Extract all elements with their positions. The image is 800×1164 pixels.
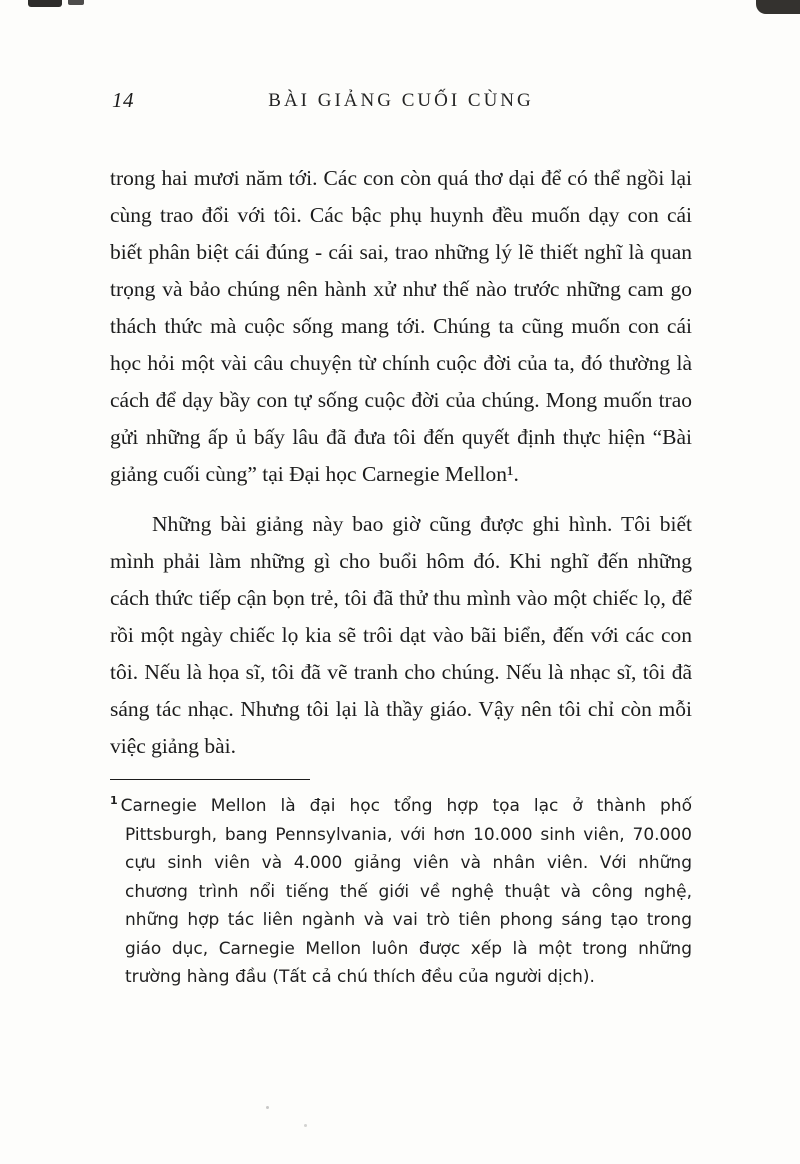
body-paragraph: trong hai mươi năm tới. Các con còn quá thơ dại để có thể ngồi lại cùng trao đổi với tôi. Các bậc phụ huynh đều muốn dạy con cái biết phân biệt cái đúng - cái sai, trao những lý lẽ thiết nghĩ là quan trọng và bảo chúng nên hành xử như thế nào trước những cam go thách thức mà cuộc sống mang tới. Chúng ta cũng muốn con cái học hỏi một vài câu chuyện từ chính cuộc đời của ta, đó thường là cách để dạy bầy con tự sống cuộc đời của chúng. Mong muốn trao gửi những ấp ủ bấy lâu đã đưa tôi đến quyết định thực hiện “Bài giảng cuối cùng” tại Đại học Carnegie Mellon¹. (110, 166, 692, 486)
scan-artifact (68, 0, 84, 5)
scan-artifact (28, 0, 62, 7)
body-paragraph: Những bài giảng này bao giờ cũng được ghi hình. Tôi biết mình phải làm những gì cho buổi hôm đó. Khi nghĩ đến những cách thức tiếp cận bọn trẻ, tôi đã thử thu mình vào một chiếc lọ, để rồi một ngày chiếc lọ kia sẽ trôi dạt vào bãi biển, đến với các con tôi. Nếu là họa sĩ, tôi đã vẽ tranh cho chúng. Nếu là nhạc sĩ, tôi đã sáng tác nhạc. Nhưng tôi lại là thầy giáo. Vậy nên tôi chỉ còn mỗi việc giảng bài. (110, 512, 692, 758)
running-header-title: BÀI GIẢNG CUỐI CÙNG (268, 90, 534, 111)
footnote (110, 792, 692, 992)
scan-artifact (304, 1124, 307, 1127)
scan-artifact (266, 1106, 269, 1109)
scan-artifact (756, 0, 800, 14)
footnote-divider (110, 779, 310, 780)
page-content (110, 86, 692, 992)
footnote-marker: 1 (110, 794, 118, 808)
page-number: 14 (112, 88, 134, 112)
footnote-text: Carnegie Mellon là đại học tổng hợp tọa lạc ở thành phố Pittsburgh, bang Pennsylvania, với hơn 10.000 sinh viên, 70.000 cựu sinh viên và 4.000 giảng viên và nhân viên. Với những chương trình nổi tiếng thế giới về nghệ thuật và công nghệ, những hợp tác liên ngành và vai trò tiên phong sáng tạo trong giáo dục, Carnegie Mellon luôn được xếp là một trong những trường hàng đầu (Tất cả chú thích đều của người dịch). (120, 796, 692, 987)
running-header (110, 86, 692, 120)
body-text (110, 160, 692, 765)
